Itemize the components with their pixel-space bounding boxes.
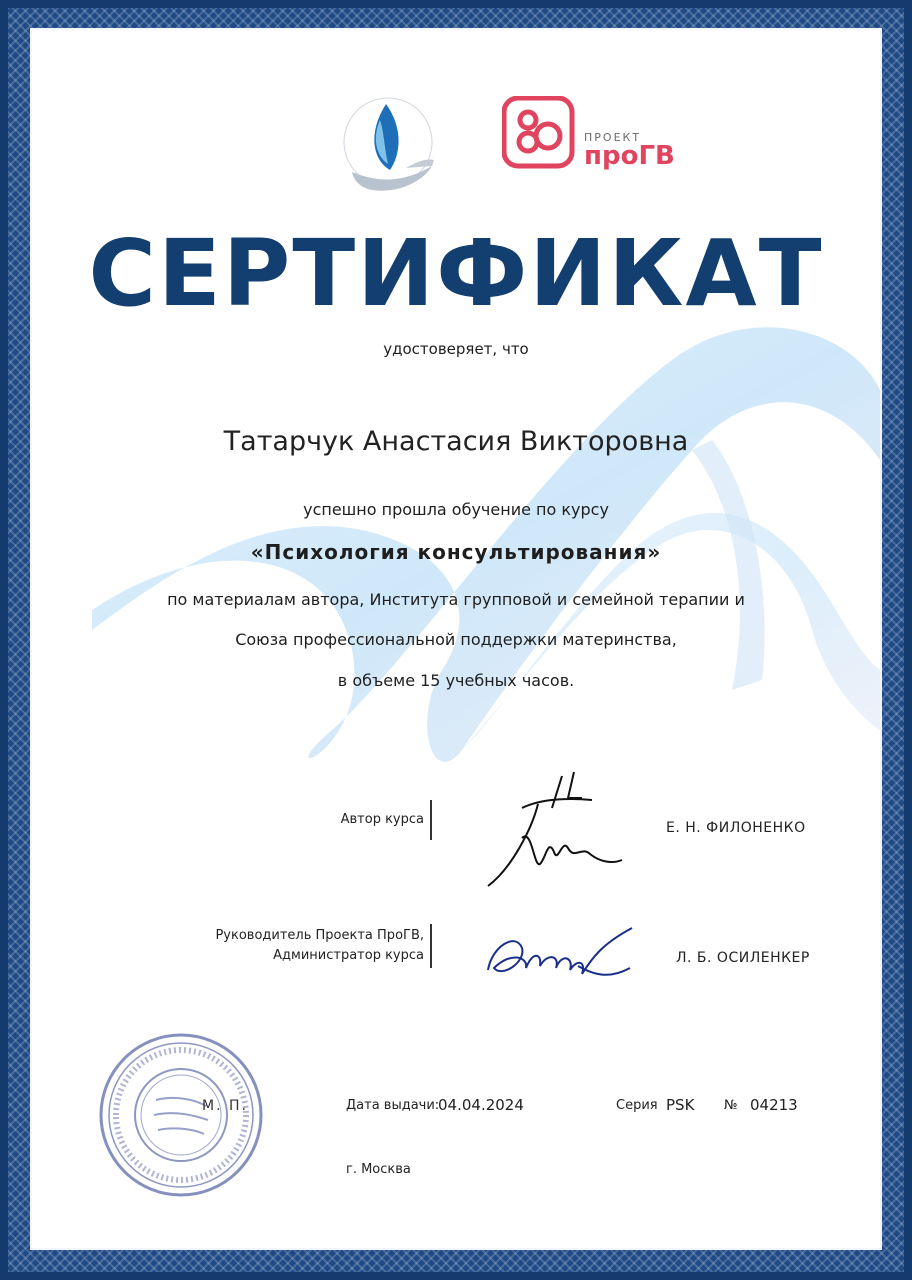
signature-1-name: Е. Н. ФИЛОНЕНКО (666, 820, 806, 836)
passed-text: успешно прошла обучение по курсу (303, 500, 609, 519)
series-value: PSK (666, 1096, 695, 1114)
certificate-title: СЕРТИФИКАТ (88, 220, 824, 327)
city-label: г. Москва (346, 1162, 411, 1177)
signature-2-label-line1: Руководитель Проекта ПроГВ, (215, 928, 424, 943)
signature-1-divider (430, 800, 432, 840)
number-value: 04213 (750, 1096, 798, 1114)
signature-2-name: Л. Б. ОСИЛЕНКЕР (676, 950, 810, 966)
signature-2-label-line2: Администратор курса (273, 948, 424, 963)
signature-2-graphic (482, 922, 642, 992)
recipient-name: Татарчук Анастасия Викторовна (223, 426, 689, 457)
materials-line-2: Союза профессиональной поддержки материнства, (235, 630, 677, 649)
issue-date-label: Дата выдачи: (346, 1098, 440, 1113)
materials-line-1: по материалам автора, Института групповой и семейной терапии и (167, 590, 745, 609)
course-title: «Психология консультирования» (250, 540, 662, 564)
number-label: № (724, 1098, 738, 1113)
seal-mark: М. П. (202, 1098, 248, 1114)
signature-2-divider (430, 924, 432, 968)
signature-1-label-line1: Автор курса (340, 812, 424, 827)
signature-1-graphic (482, 768, 632, 888)
certificate-paper (32, 30, 880, 1248)
union-logo (328, 82, 448, 212)
signature-1-label (212, 810, 424, 830)
hours-line: в объеме 15 учебных часов. (337, 671, 575, 690)
progv-logo-big-text: проГВ (584, 141, 675, 171)
issue-date-value: 04.04.2024 (438, 1096, 524, 1114)
progv-logo (502, 96, 702, 176)
signature-2-label (212, 926, 424, 966)
certifies-text: удостоверяет, что (383, 340, 529, 358)
progv-logo-small-text: ПРОЕКТ (584, 131, 642, 144)
series-label: Серия (616, 1098, 658, 1113)
organization-seal (96, 1030, 266, 1200)
